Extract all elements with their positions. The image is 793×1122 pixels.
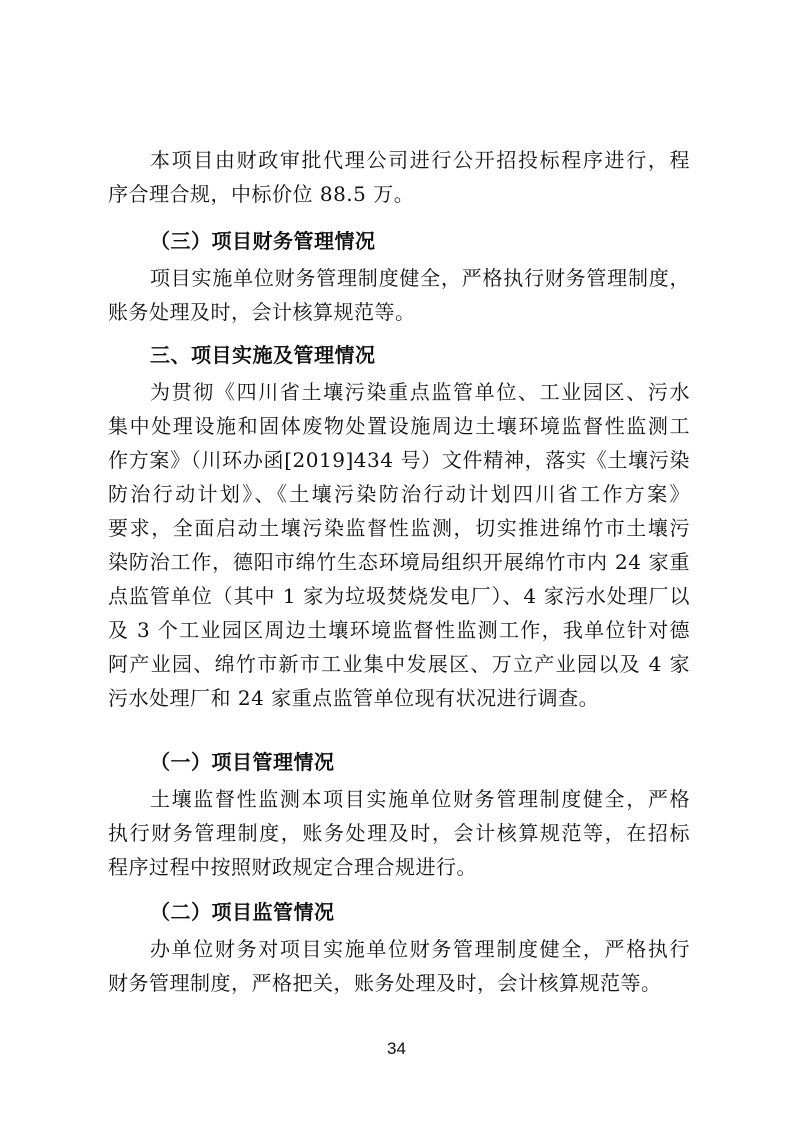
chapter-heading-implementation bbox=[108, 338, 690, 372]
paragraph-supervision bbox=[108, 932, 690, 1000]
section-heading-supervision bbox=[108, 895, 690, 929]
paragraph-line: 办单位财务对项目实施单位财务管理制度健全，严格执行 bbox=[150, 937, 690, 961]
paragraph-line: 财务管理制度，严格把关，账务处理及时，会计核算规范等。 bbox=[108, 971, 662, 995]
section-heading: （二）项目监管情况 bbox=[150, 900, 335, 924]
paragraph-procurement bbox=[108, 143, 690, 211]
chapter-heading: 三、项目实施及管理情况 bbox=[150, 343, 376, 367]
paragraph-line: 阿产业园、绵竹市新市工业集中发展区、万立产业园以及 4 家 bbox=[108, 652, 690, 676]
paragraph-finance bbox=[108, 261, 690, 329]
paragraph-line: 作方案》（川环办函[2019]434 号）文件精神，落实《土壤污染 bbox=[108, 448, 690, 472]
paragraph-line: 及 3 个工业园区周边土壤环境监督性监测工作，我单位针对德 bbox=[108, 618, 690, 642]
paragraph-line: 为贯彻《四川省土壤污染重点监管单位、工业园区、污水 bbox=[150, 380, 690, 404]
section-heading-finance bbox=[108, 224, 690, 258]
paragraph-management bbox=[108, 782, 690, 884]
paragraph-line: 要求，全面启动土壤污染监督性监测，切实推进绵竹市土壤污 bbox=[108, 516, 690, 540]
paragraph-line: 程序过程中按照财政规定合理合规进行。 bbox=[108, 855, 477, 879]
paragraph-line: 染防治工作，德阳市绵竹生态环境局组织开展绵竹市内 24 家重 bbox=[108, 550, 690, 574]
paragraph-line: 执行财务管理制度，账务处理及时，会计核算规范等，在招标 bbox=[108, 821, 690, 845]
paragraph-line: 本项目由财政审批代理公司进行公开招投标程序进行，程 bbox=[150, 148, 690, 172]
paragraph-line: 序合理合规，中标价位 88.5 万。 bbox=[108, 182, 415, 206]
paragraph-line: 项目实施单位财务管理制度健全，严格执行财务管理制度， bbox=[150, 266, 690, 290]
paragraph-implementation bbox=[108, 375, 690, 715]
section-heading-management bbox=[108, 745, 690, 779]
paragraph-line: 污水处理厂和 24 家重点监管单位现有状况进行调查。 bbox=[108, 686, 600, 710]
paragraph-line: 土壤监督性监测本项目实施单位财务管理制度健全，严格 bbox=[150, 787, 690, 811]
paragraph-line: 点监管单位（其中 1 家为垃圾焚烧发电厂）、4 家污水处理厂以 bbox=[108, 584, 690, 608]
paragraph-line: 集中处理设施和固体废物处置设施周边土壤环境监督性监测工 bbox=[108, 414, 690, 438]
section-heading: （一）项目管理情况 bbox=[150, 750, 335, 774]
paragraph-line: 账务处理及时，会计核算规范等。 bbox=[108, 300, 416, 324]
page-number: 34 bbox=[387, 1039, 406, 1058]
section-heading: （三）项目财务管理情况 bbox=[150, 229, 376, 253]
paragraph-line: 防治行动计划》、《土壤污染防治行动计划四川省工作方案》 bbox=[108, 482, 690, 506]
